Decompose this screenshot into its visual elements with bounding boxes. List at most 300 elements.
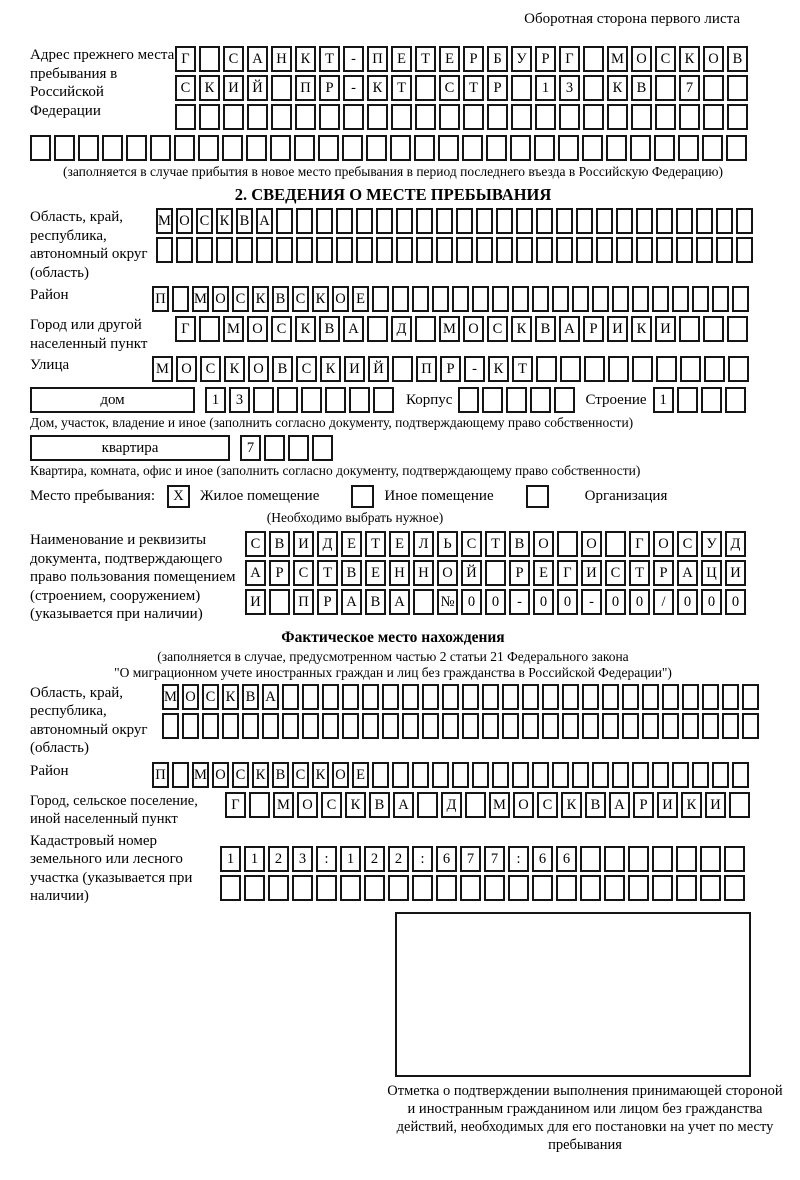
confirmation-stamp-box (395, 912, 751, 1077)
char-cell (382, 684, 399, 710)
char-cell: М (162, 684, 179, 710)
char-cell (556, 208, 573, 234)
stay-type-row (30, 485, 756, 508)
char-cell (722, 713, 739, 739)
char-cell: И (725, 560, 746, 586)
char-cell (244, 875, 265, 901)
char-cell: А (559, 316, 580, 342)
city2-label: Город, сельское поселение, иной населенный пункт (30, 792, 198, 827)
char-cell (342, 684, 359, 710)
prev-address-note: (заполняется в случае прибытия в новое место пребывания в период последнего въезда в Российскую Федерацию) (62, 164, 724, 179)
char-cell (199, 46, 220, 72)
char-cell (372, 286, 389, 312)
char-cell (680, 356, 701, 382)
char-cell: Г (175, 316, 196, 342)
char-cell: 0 (725, 589, 746, 615)
char-cell: О (653, 531, 674, 557)
char-cell (316, 208, 333, 234)
street-label: Улица (30, 357, 70, 373)
char-cell: 0 (605, 589, 626, 615)
char-cell: - (464, 356, 485, 382)
char-cell: В (272, 762, 289, 788)
char-cell (422, 713, 439, 739)
char-cell (415, 316, 436, 342)
char-cell: С (321, 792, 342, 818)
char-cell (482, 387, 503, 413)
char-cell: В (319, 316, 340, 342)
char-cell (655, 104, 676, 130)
char-cell: М (607, 46, 628, 72)
char-cell (632, 286, 649, 312)
char-cell (249, 792, 270, 818)
char-cell: А (341, 589, 362, 615)
district-label: Район (30, 287, 69, 303)
char-cell: К (320, 356, 341, 382)
char-cell (632, 762, 649, 788)
prev-address-cells (175, 46, 748, 133)
char-cell: С (223, 46, 244, 72)
char-cell: А (256, 208, 273, 234)
stay-type-option-organization: Организация (584, 488, 668, 505)
char-cell (246, 135, 267, 161)
char-cell (496, 237, 513, 263)
char-cell: Л (413, 531, 434, 557)
char-cell (316, 875, 337, 901)
char-cell: С (296, 356, 317, 382)
char-cell (580, 875, 601, 901)
char-cell: С (461, 531, 482, 557)
char-cell (376, 237, 393, 263)
char-cell (340, 875, 361, 901)
char-cell (604, 875, 625, 901)
char-cell (554, 387, 575, 413)
apartment-word-box: квартира (30, 435, 230, 461)
char-cell (536, 208, 553, 234)
char-cell: Г (629, 531, 650, 557)
char-cell (373, 387, 394, 413)
char-cell (596, 208, 613, 234)
korpus-cells (458, 387, 575, 413)
char-cell (672, 286, 689, 312)
char-cell (349, 387, 370, 413)
char-cell (727, 75, 748, 101)
char-cell: Т (415, 46, 436, 72)
char-cell: И (705, 792, 726, 818)
char-cell (472, 286, 489, 312)
char-cell: О (513, 792, 534, 818)
stroenie-cells (653, 387, 746, 413)
char-cell: 6 (436, 846, 457, 872)
char-cell: О (631, 46, 652, 72)
apartment-caption: Квартира, комната, офис и иное (заполнить согласно документу, подтверждающему право собственности) (30, 463, 641, 478)
char-cell (522, 684, 539, 710)
stay-type-hint: (Необходимо выбрать нужное) (266, 510, 444, 525)
char-cell: : (412, 846, 433, 872)
char-cell: - (343, 46, 364, 72)
char-cell (456, 208, 473, 234)
char-cell: 0 (629, 589, 650, 615)
char-cell (390, 135, 411, 161)
cadastral-row-2 (220, 875, 745, 901)
char-cell: А (393, 792, 414, 818)
char-cell: И (655, 316, 676, 342)
char-cell (476, 208, 493, 234)
char-cell (342, 135, 363, 161)
char-cell: 1 (220, 846, 241, 872)
char-cell (676, 875, 697, 901)
char-cell (742, 713, 759, 739)
char-cell: В (585, 792, 606, 818)
char-cell (727, 104, 748, 130)
char-cell (222, 713, 239, 739)
char-cell (542, 684, 559, 710)
char-cell: К (511, 316, 532, 342)
char-cell (726, 135, 747, 161)
city-row (175, 316, 748, 342)
stay-type-checkbox-organization (526, 485, 549, 508)
char-cell (482, 713, 499, 739)
char-cell: О (247, 316, 268, 342)
char-cell (712, 286, 729, 312)
char-cell: Е (439, 46, 460, 72)
char-cell (622, 713, 639, 739)
char-cell (492, 762, 509, 788)
char-cell: О (297, 792, 318, 818)
char-cell (605, 531, 626, 557)
char-cell (512, 762, 529, 788)
char-cell (622, 684, 639, 710)
char-cell (277, 387, 298, 413)
char-cell (296, 237, 313, 263)
char-cell (696, 237, 713, 263)
char-cell (701, 387, 722, 413)
char-cell: Р (319, 75, 340, 101)
house-caption: Дом, участок, владение и иное (заполнить согласно документу, подтверждающему право собственности) (30, 415, 634, 430)
char-cell (78, 135, 99, 161)
char-cell (652, 286, 669, 312)
char-cell: О (437, 560, 458, 586)
char-cell (458, 387, 479, 413)
char-cell: В (236, 208, 253, 234)
char-cell: С (677, 531, 698, 557)
char-cell (532, 762, 549, 788)
char-cell: Г (175, 46, 196, 72)
char-cell (414, 135, 435, 161)
char-cell (692, 286, 709, 312)
char-cell (452, 286, 469, 312)
char-cell (276, 237, 293, 263)
char-cell: М (156, 208, 173, 234)
korpus-label: Корпус (406, 392, 453, 408)
city2-block (30, 792, 756, 829)
char-cell (612, 762, 629, 788)
char-cell: Р (440, 356, 461, 382)
char-cell: С (232, 762, 249, 788)
char-cell: 0 (677, 589, 698, 615)
char-cell (703, 104, 724, 130)
char-cell: В (269, 531, 290, 557)
char-cell (630, 135, 651, 161)
char-cell (510, 135, 531, 161)
char-cell (700, 875, 721, 901)
char-cell (580, 846, 601, 872)
char-cell: Р (269, 560, 290, 586)
char-cell (512, 286, 529, 312)
char-cell (516, 208, 533, 234)
char-cell: М (223, 316, 244, 342)
char-cell (736, 208, 753, 234)
char-cell (262, 713, 279, 739)
char-cell (679, 104, 700, 130)
char-cell: К (224, 356, 245, 382)
char-cell (336, 237, 353, 263)
char-cell: П (295, 75, 316, 101)
char-cell (269, 589, 290, 615)
char-cell (583, 46, 604, 72)
char-cell: С (292, 286, 309, 312)
char-cell: К (222, 684, 239, 710)
char-cell: К (252, 762, 269, 788)
char-cell: К (312, 762, 329, 788)
char-cell (462, 684, 479, 710)
char-cell (655, 75, 676, 101)
char-cell: Н (389, 560, 410, 586)
char-cell (356, 208, 373, 234)
char-cell (724, 875, 745, 901)
char-cell (632, 356, 653, 382)
char-cell: 0 (701, 589, 722, 615)
char-cell (30, 135, 51, 161)
char-cell: Т (485, 531, 506, 557)
char-cell (253, 387, 274, 413)
char-cell: 7 (460, 846, 481, 872)
char-cell: - (343, 75, 364, 101)
char-cell: 1 (205, 387, 226, 413)
char-cell (295, 104, 316, 130)
char-cell: К (295, 316, 316, 342)
char-cell: - (509, 589, 530, 615)
char-cell (392, 286, 409, 312)
char-cell: С (202, 684, 219, 710)
char-cell: Р (583, 316, 604, 342)
char-cell (628, 846, 649, 872)
char-cell: - (581, 589, 602, 615)
char-cell (702, 713, 719, 739)
char-cell: 7 (240, 435, 261, 461)
char-cell: А (245, 560, 266, 586)
char-cell (616, 208, 633, 234)
char-cell: О (182, 684, 199, 710)
char-cell (271, 75, 292, 101)
char-cell: Р (487, 75, 508, 101)
document-block (30, 531, 756, 624)
char-cell: К (607, 75, 628, 101)
char-cell (396, 237, 413, 263)
char-cell: К (252, 286, 269, 312)
char-cell: С (196, 208, 213, 234)
char-cell: Т (512, 356, 533, 382)
char-cell (535, 104, 556, 130)
char-cell: А (262, 684, 279, 710)
char-cell (703, 316, 724, 342)
char-cell (679, 316, 700, 342)
city-label: Город или другой населенный пункт (30, 317, 148, 352)
char-cell (436, 875, 457, 901)
char-cell (572, 762, 589, 788)
char-cell: Т (319, 46, 340, 72)
char-cell: С (232, 286, 249, 312)
char-cell (402, 684, 419, 710)
char-cell (492, 286, 509, 312)
char-cell: 1 (244, 846, 265, 872)
document-cells (245, 531, 746, 618)
prev-address-row-3 (175, 104, 748, 130)
char-cell (716, 208, 733, 234)
char-cell: О (332, 762, 349, 788)
char-cell: К (367, 75, 388, 101)
district-block (30, 286, 756, 312)
stay-type-label: Место пребывания: (30, 488, 155, 505)
char-cell: Т (365, 531, 386, 557)
char-cell: 7 (484, 846, 505, 872)
char-cell (366, 135, 387, 161)
char-cell (436, 237, 453, 263)
char-cell: 6 (532, 846, 553, 872)
char-cell: О (581, 531, 602, 557)
char-cell: 1 (535, 75, 556, 101)
char-cell (276, 208, 293, 234)
char-cell (319, 104, 340, 130)
char-cell: А (343, 316, 364, 342)
char-cell (696, 208, 713, 234)
char-cell (654, 135, 675, 161)
char-cell (672, 762, 689, 788)
char-cell (220, 875, 241, 901)
char-cell (463, 104, 484, 130)
char-cell (460, 875, 481, 901)
char-cell: М (152, 356, 173, 382)
stay-type-checkbox-other (351, 485, 374, 508)
char-cell (628, 875, 649, 901)
char-cell: Н (413, 560, 434, 586)
char-cell: Ь (437, 531, 458, 557)
char-cell (432, 762, 449, 788)
char-cell: Й (368, 356, 389, 382)
char-cell (486, 135, 507, 161)
char-cell (391, 104, 412, 130)
char-cell (716, 237, 733, 263)
stroenie-label: Строение (585, 392, 647, 408)
char-cell (608, 356, 629, 382)
char-cell (199, 316, 220, 342)
char-cell (722, 684, 739, 710)
char-cell: 0 (485, 589, 506, 615)
section2-title: 2. СВЕДЕНИЯ О МЕСТЕ ПРЕБЫВАНИЯ (234, 185, 552, 204)
char-cell: Д (725, 531, 746, 557)
char-cell: В (272, 286, 289, 312)
char-cell: Д (317, 531, 338, 557)
char-cell: 0 (557, 589, 578, 615)
region2-block (30, 684, 756, 758)
char-cell (703, 75, 724, 101)
apartment-block (30, 435, 756, 461)
char-cell: В (341, 560, 362, 586)
char-cell: С (200, 356, 221, 382)
char-cell (362, 713, 379, 739)
char-cell (692, 762, 709, 788)
char-cell (236, 237, 253, 263)
char-cell (532, 286, 549, 312)
char-cell (172, 286, 189, 312)
char-cell: Е (365, 560, 386, 586)
char-cell (294, 135, 315, 161)
char-cell: К (681, 792, 702, 818)
char-cell (176, 237, 193, 263)
document-row-3 (245, 589, 746, 615)
char-cell (462, 135, 483, 161)
char-cell (576, 237, 593, 263)
char-cell (712, 762, 729, 788)
char-cell: № (437, 589, 458, 615)
char-cell (511, 104, 532, 130)
char-cell: 3 (229, 387, 250, 413)
char-cell (372, 762, 389, 788)
char-cell (636, 237, 653, 263)
char-cell (583, 75, 604, 101)
confirmation-caption: Отметка о подтверждении выполнения принимающей стороной и иностранным гражданином или лицом без гражданства действий, необходимых для его постановки на учет по месту пребывания (387, 1082, 783, 1153)
page-side-note: Оборотная сторона первого листа (524, 11, 740, 27)
char-cell (271, 104, 292, 130)
region2-row-2 (162, 713, 759, 739)
char-cell: О (176, 356, 197, 382)
char-cell (465, 792, 486, 818)
char-cell (288, 435, 309, 461)
char-cell (485, 560, 506, 586)
char-cell (562, 713, 579, 739)
char-cell: К (216, 208, 233, 234)
char-cell (223, 104, 244, 130)
char-cell (536, 237, 553, 263)
char-cell (415, 104, 436, 130)
char-cell (392, 356, 413, 382)
char-cell: И (245, 589, 266, 615)
char-cell (704, 356, 725, 382)
char-cell (126, 135, 147, 161)
char-cell: 2 (388, 846, 409, 872)
char-cell: 3 (559, 75, 580, 101)
char-cell (496, 208, 513, 234)
char-cell (415, 75, 436, 101)
char-cell (612, 286, 629, 312)
char-cell: И (607, 316, 628, 342)
char-cell (396, 208, 413, 234)
char-cell: 1 (653, 387, 674, 413)
char-cell (728, 356, 749, 382)
char-cell: М (489, 792, 510, 818)
char-cell: / (653, 589, 674, 615)
char-cell (736, 237, 753, 263)
char-cell: 6 (556, 846, 577, 872)
char-cell: А (609, 792, 630, 818)
char-cell: Т (317, 560, 338, 586)
char-cell (602, 713, 619, 739)
prev-address-row-2 (175, 75, 748, 101)
district-row (152, 286, 749, 312)
char-cell: Ц (701, 560, 722, 586)
char-cell (552, 762, 569, 788)
region-cells (156, 208, 753, 266)
char-cell (584, 356, 605, 382)
